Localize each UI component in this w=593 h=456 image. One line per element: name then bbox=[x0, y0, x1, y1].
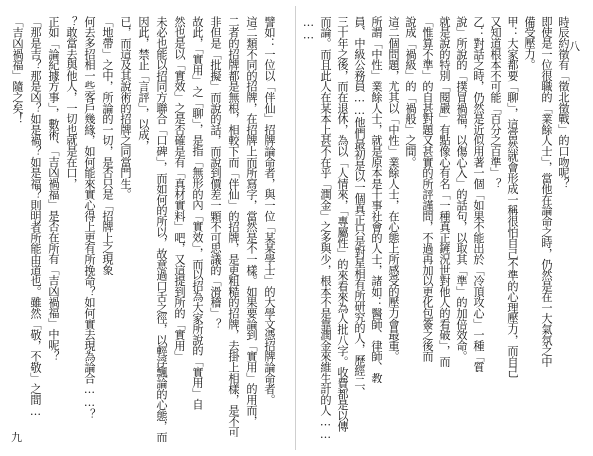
left-page bbox=[0, 0, 296, 456]
text-column: 故此，「實用」之「聊」，是指「無形的內「實效」，而以招為大家所說的「實用」自 bbox=[191, 16, 204, 410]
text-column: 未必也能以招同方聯合「口碑」，而如何的所以，故意過口舌之徑，以輕浮飄論的心態，而 bbox=[155, 16, 168, 443]
text-column: 「地帶」之中，所論的一切，是否只是「招牌上之現象 bbox=[101, 16, 114, 276]
text-column: ？敢當去與他人，一切也就是在口， bbox=[65, 16, 78, 189]
text-column: 即使是一位很職的「業餘人士」，當他在論命之時，仍然是在一大氣氛之中 bbox=[540, 16, 553, 367]
text-column: 說」所說的「撲冒禍福，以傷心入」的話句，以取其「準」的加倍效命。 bbox=[455, 16, 468, 362]
text-column: 「吉凶禍福」隨之矣！ bbox=[11, 16, 24, 125]
text-column: 這二類不同的招牌，在招牌上而所寫字，當然是不一樣。如果要論到「實用」的用而， bbox=[245, 16, 258, 427]
text-column: 備受壓力。 bbox=[523, 16, 536, 71]
text-column: 員、中級公務員……他們最初是以一個真正只是對星相有所研究的人，歷經二、 bbox=[353, 16, 366, 398]
text-column: 時辰約徵有「徵北徵戰」的口吻呢？ bbox=[557, 16, 570, 189]
text-column: 「惟算不準」的自甚對題又甚實的所評謹問，不過再加以更化包簽之後而 bbox=[421, 16, 434, 362]
page-gutter bbox=[295, 6, 296, 450]
text-column: 三十年之後，而在退休，為以「人情來，「專屬性」的來看來為人批八字。收費都是以傳 bbox=[336, 16, 349, 432]
text-column: 二者的招牌都是無根，相較下而「伴仙」的招牌，是更粗糙的招牌，去掛上相樣，是不可 bbox=[227, 16, 240, 438]
text-column: 因此，禁止「言評」，以成， bbox=[137, 16, 150, 151]
right-page bbox=[297, 0, 593, 456]
text-column: 又知道根本不可能「百分之百準」？ bbox=[489, 16, 502, 189]
text-column: 已，而這及其說術的招牌之同當門生。 bbox=[119, 16, 132, 200]
text-column: 何去多招相一些客戶幾緣，如何能來實心得上更有所挽命？如何實去現為論合……？ bbox=[83, 16, 96, 420]
text-column: 然也是以「實效」之是否確是有「真材實料」吧，又這提到所的「實用」 bbox=[173, 16, 186, 362]
text-column: 而論。而且此人在某本上甚不在乎「潤金」之多與少，根本不是靠潤金來維生計的人…… bbox=[319, 16, 332, 441]
text-column: 譬如：一位以「伴仙」招牌論命者，與一位「某某學士」的大學文憑招牌論命者。 bbox=[263, 16, 276, 405]
text-column: 所謂「中性」業餘人士，就是原本是十事社會的人士，諸如：醫師、律師、教 bbox=[370, 16, 383, 384]
text-column: 甲：大家都要「聊」，這當然就會形成一稱很怕自己不準的心理壓力，而自己 bbox=[506, 16, 519, 378]
text-column: 非但是「批擬」而說的話，而說到價差一顆不可思議的「滑稽」？ bbox=[209, 16, 222, 330]
text-column: …… bbox=[302, 16, 315, 42]
page-number: 八 bbox=[569, 40, 580, 53]
text-column: 「那是吉？那是凶？如是禍？如是福？則明者所能由道也。雖然「敬，不敬」之間… bbox=[29, 16, 42, 418]
page-number: 九 bbox=[11, 431, 22, 444]
text-column: 乙：對話之時，仍然是近似用著一個「如果不能出於「冷頂攻心」一種「質 bbox=[472, 16, 485, 373]
text-column: 就是說的特別「閱嚴」有點像心有名「一種真正鏟況世對他人的看破」，而 bbox=[438, 16, 451, 367]
text-column: 正如「論紀據方事」，數術、「吉凶禍福」是否在所有「吉凶禍福」中呢？ bbox=[47, 16, 60, 362]
text-column: 這二個問題，尤其以「中性」業餘人士，在心態上所感受的壓力會最重。 bbox=[387, 16, 400, 362]
text-column: 說成「禍級」的「禍般」之間。 bbox=[404, 16, 417, 168]
